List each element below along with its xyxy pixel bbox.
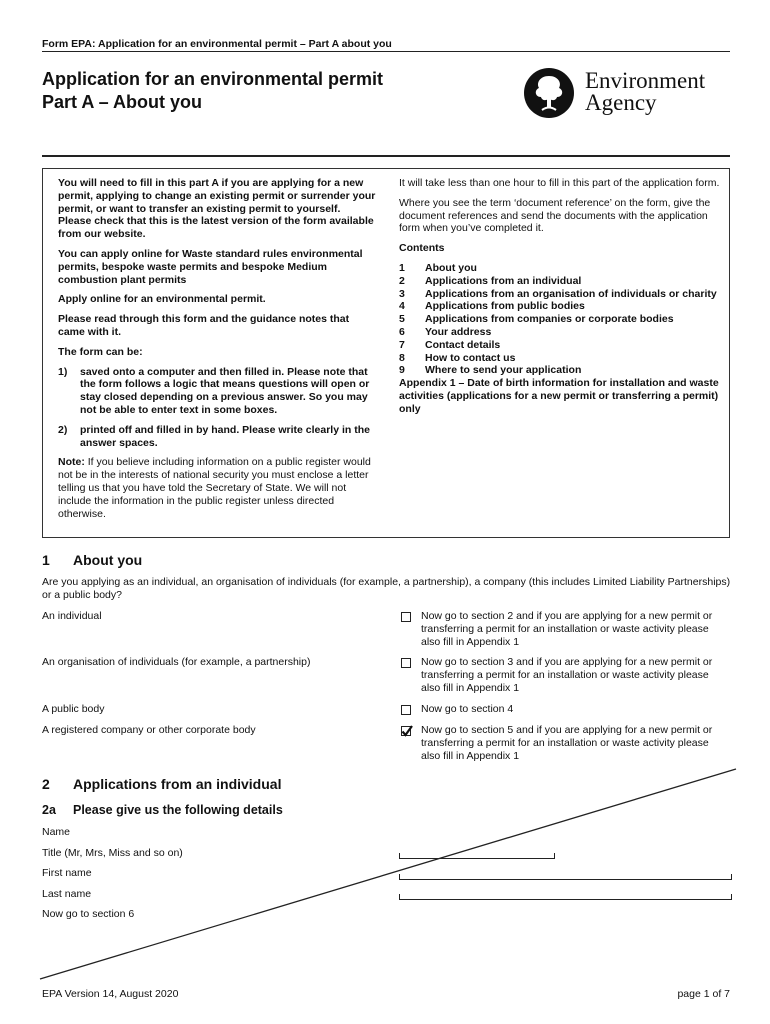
option-note: Now go to section 5 and if you are applying for a new permit or transferring a permit for an installation or waste activity please also fill in Appendix 1 [421, 724, 713, 762]
option-label: An individual [42, 610, 102, 622]
contents-item[interactable]: 6 Your address [399, 325, 492, 338]
section-title: Applications from an individual [73, 776, 282, 792]
intro-paragraph: You will need to fill in this part A if you are applying for a new permit, applying to change an existing permit or surrender your permit, or want to transfer an existing permit to yourself. Please check that this is the latest version of the form available from our website. [58, 177, 376, 241]
next-section-note: Now go to section 6 [42, 908, 135, 920]
intro-paragraph: It will take less than one hour to fill in this part of the application form. [399, 177, 720, 189]
list-number: 1) [58, 365, 68, 378]
list-number: 2) [58, 423, 68, 436]
contents-item[interactable]: 8 How to contact us [399, 351, 516, 364]
apply-online-link[interactable]: Apply online for an environmental permit. [58, 293, 266, 306]
intro-paragraph: Where you see the term ‘document reference’ on the form, give the document references and send the documents with the application form when you’ve completed it. [399, 196, 711, 235]
contents-appendix[interactable]: Appendix 1 – Date of birth information for installation and waste activities (applications for a new permit or transferring a permit) only [399, 377, 719, 415]
logo-line-1: Environment [585, 68, 706, 93]
list-text: saved onto a computer and then filled in. Please note that the form follows a logic that means questions will open or stay closed depending on a previous answer. So you may not be able to enter text in some boxes. [80, 365, 370, 416]
last-name-label: Last name [42, 888, 92, 900]
option-note: Now go to section 2 and if you are applying for a new permit or transferring a permit for an installation or waste activity please also fill in Appendix 1 [421, 610, 713, 648]
section-title: About you [73, 552, 143, 568]
option-label: A public body [42, 703, 105, 715]
title-line-1: Application for an environmental permit [42, 69, 384, 89]
footer-version: EPA Version 14, August 2020 [42, 988, 179, 1000]
running-header: Form EPA: Application for an environmental permit – Part A about you [42, 38, 392, 50]
option-note: Now go to section 3 and if you are applying for a new permit or transferring a permit for an installation or waste activity please also fill in Appendix 1 [421, 656, 713, 694]
option-label: A registered company or other corporate body [42, 724, 256, 736]
contents-item[interactable]: 3 Applications from an organisation of individuals or charity [399, 287, 717, 300]
section-number: 2 [42, 776, 50, 792]
section-title: Please give us the following details [73, 803, 283, 817]
contents-item[interactable]: 5 Applications from companies or corporate bodies [399, 313, 674, 326]
note-text: If you believe including information on a public register would not be in the interests of national security you must enclose a letter telling us that you have told the Secretary of State. We will not include the information in the public register unless directed otherwise. [58, 456, 371, 520]
note-label: Note: [58, 456, 85, 469]
option-note: Now go to section 4 [421, 703, 514, 715]
logo-line-2: Agency [585, 90, 657, 115]
first-name-label: First name [42, 867, 92, 879]
contents-title: Contents [399, 242, 445, 255]
intro-paragraph: Please read through this form and the guidance notes that came with it. [58, 313, 350, 338]
contents-item[interactable]: 7 Contact details [399, 338, 501, 351]
section-1-question: Are you applying as an individual, an organisation of individuals (for example, a partnership), a company (this includes Limited Liability Partnerships) or a public body? [42, 576, 731, 601]
contents-item[interactable]: 1 About you [399, 261, 477, 274]
intro-paragraph: The form can be: [58, 345, 143, 358]
contents-item[interactable]: 2 Applications from an individual [399, 274, 582, 287]
intro-paragraph: You can apply online for Waste standard rules environmental permits, bespoke waste permits and bespoke Medium combustion plant permits [58, 247, 363, 286]
title-line-2: Part A – About you [42, 92, 203, 112]
option-label: An organisation of individuals (for example, a partnership) [42, 656, 311, 668]
title-label: Title (Mr, Mrs, Miss and so on) [42, 847, 183, 859]
contents-item[interactable]: 9 Where to send your application [399, 364, 582, 377]
contents-item[interactable]: 4 Applications from public bodies [399, 300, 585, 313]
section-number: 2a [42, 803, 56, 817]
section-number: 1 [42, 552, 50, 568]
list-text: printed off and filled in by hand. Please write clearly in the answer spaces. [80, 423, 370, 449]
footer-page-number: page 1 of 7 [677, 988, 730, 1000]
name-label: Name [42, 826, 71, 838]
